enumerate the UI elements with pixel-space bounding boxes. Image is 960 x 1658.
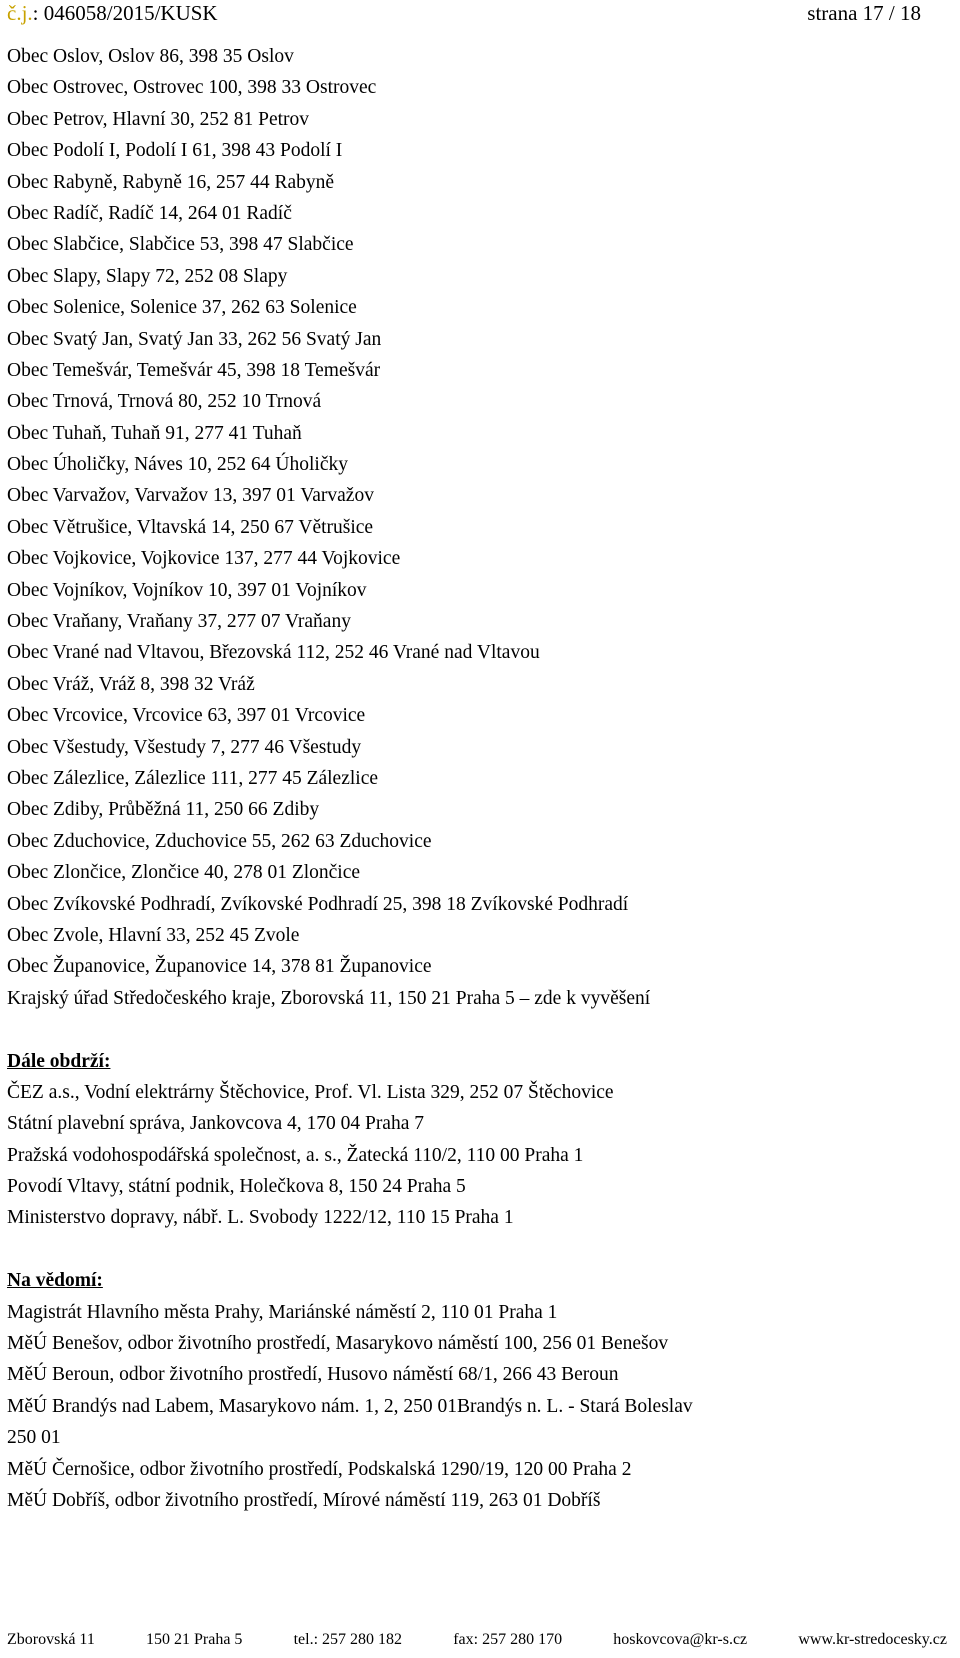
na-vedomi-line: 250 01	[7, 1427, 61, 1449]
na-vedomi-line: MěÚ Černošice, odbor životního prostředí, Podskalská 1290/19, 120 00 Praha 2	[7, 1458, 632, 1480]
spacer	[7, 1014, 927, 1045]
dale-obdrzi-line: Ministerstvo dopravy, nábř. L. Svobody 1222/12, 110 15 Praha 1	[7, 1207, 514, 1229]
na-vedomi-heading: Na vědomí:	[7, 1270, 103, 1292]
recipient-line: Obec Slabčice, Slabčice 53, 398 47 Slabčice	[7, 234, 354, 256]
document-body	[7, 41, 927, 1516]
page-footer	[7, 1630, 947, 1650]
page-number: strana 17 / 18	[807, 1, 921, 25]
footer-address: Zborovská 11	[7, 1631, 95, 1648]
spacer	[7, 1234, 927, 1265]
recipient-line: Obec Větrušice, Vltavská 14, 250 67 Větrušice	[7, 516, 374, 538]
recipient-line: Obec Vojkovice, Vojkovice 137, 277 44 Vojkovice	[7, 548, 401, 570]
na-vedomi-line: Magistrát Hlavního města Prahy, Mariánské náměstí 2, 110 01 Praha 1	[7, 1301, 558, 1323]
footer-web: www.kr-stredocesky.cz	[798, 1631, 947, 1648]
recipient-line: Obec Svatý Jan, Svatý Jan 33, 262 56 Svatý Jan	[7, 328, 382, 350]
recipient-line: Obec Slapy, Slapy 72, 252 08 Slapy	[7, 265, 288, 287]
dale-obdrzi-list	[7, 1077, 927, 1234]
recipient-line: Obec Oslov, Oslov 86, 398 35 Oslov	[7, 46, 294, 67]
recipient-line: Obec Vraňany, Vraňany 37, 277 07 Vraňany	[7, 611, 351, 633]
dale-obdrzi-line: Pražská vodohospodářská společnost, a. s., Žatecká 110/2, 110 00 Praha 1	[7, 1144, 584, 1166]
recipient-line: Obec Vrané nad Vltavou, Březovská 112, 252 46 Vrané nad Vltavou	[7, 642, 540, 664]
footer-city: 150 21 Praha 5	[146, 1631, 243, 1648]
recipient-line: Obec Zdiby, Průběžná 11, 250 66 Zdiby	[7, 799, 320, 821]
recipient-line: Obec Županovice, Županovice 14, 378 81 Županovice	[7, 956, 432, 978]
recipient-line: Obec Zálezlice, Zálezlice 111, 277 45 Zálezlice	[7, 767, 379, 789]
dale-obdrzi-line: ČEZ a.s., Vodní elektrárny Štěchovice, Prof. Vl. Lista 329, 252 07 Štěchovice	[7, 1081, 614, 1103]
recipient-line: Obec Vráž, Vráž 8, 398 32 Vráž	[7, 673, 255, 695]
reference-number	[7, 0, 218, 26]
recipient-line: Obec Solenice, Solenice 37, 262 63 Solenice	[7, 297, 357, 319]
na-vedomi-line: MěÚ Benešov, odbor životního prostředí, Masarykovo náměstí 100, 256 01 Benešov	[7, 1333, 669, 1355]
recipient-line: Obec Podolí I, Podolí I 61, 398 43 Podolí I	[7, 140, 343, 162]
page-header	[7, 0, 921, 30]
recipient-line: Obec Zlončice, Zlončice 40, 278 01 Zlončice	[7, 862, 361, 884]
recipient-line: Obec Tuhaň, Tuhaň 91, 277 41 Tuhaň	[7, 422, 302, 444]
recipient-line: Obec Vojníkov, Vojníkov 10, 397 01 Vojníkov	[7, 579, 367, 601]
recipient-line: Obec Petrov, Hlavní 30, 252 81 Petrov	[7, 108, 310, 130]
recipient-line: Obec Temešvár, Temešvár 45, 398 18 Temešvár	[7, 359, 381, 381]
recipient-line: Obec Všestudy, Všestudy 7, 277 46 Všestudy	[7, 736, 362, 758]
na-vedomi-line: MěÚ Beroun, odbor životního prostředí, Husovo náměstí 68/1, 266 43 Beroun	[7, 1364, 619, 1386]
recipient-line: Obec Rabyně, Rabyně 16, 257 44 Rabyně	[7, 171, 335, 193]
recipient-line: Obec Varvažov, Varvažov 13, 397 01 Varvažov	[7, 485, 374, 507]
recipient-line: Krajský úřad Středočeského kraje, Zborovská 11, 150 21 Praha 5 – zde k vyvěšení	[7, 987, 651, 1009]
reference-prefix: č.j.	[7, 1, 33, 25]
na-vedomi-line: MěÚ Brandýs nad Labem, Masarykovo nám. 1, 2, 250 01Brandýs n. L. - Stará Boleslav	[7, 1395, 693, 1417]
recipient-line: Obec Úholičky, Náves 10, 252 64 Úholičky	[7, 454, 349, 476]
footer-email: hoskovcova@kr-s.cz	[613, 1631, 748, 1648]
recipient-line: Obec Radíč, Radíč 14, 264 01 Radíč	[7, 202, 292, 224]
dale-obdrzi-line: Státní plavební správa, Jankovcova 4, 170 04 Praha 7	[7, 1113, 424, 1135]
recipient-line: Obec Zvole, Hlavní 33, 252 45 Zvole	[7, 924, 300, 946]
recipient-line: Obec Zduchovice, Zduchovice 55, 262 63 Zduchovice	[7, 830, 432, 852]
recipient-line: Obec Zvíkovské Podhradí, Zvíkovské Podhradí 25, 398 18 Zvíkovské Podhradí	[7, 893, 629, 915]
recipient-line: Obec Vrcovice, Vrcovice 63, 397 01 Vrcovice	[7, 705, 366, 727]
na-vedomi-line: MěÚ Dobříš, odbor životního prostředí, Mírové náměstí 119, 263 01 Dobříš	[7, 1489, 601, 1511]
recipient-list	[7, 41, 927, 1014]
na-vedomi-list	[7, 1297, 927, 1517]
recipient-line: Obec Trnová, Trnová 80, 252 10 Trnová	[7, 391, 322, 413]
footer-fax: fax: 257 280 170	[453, 1631, 563, 1648]
dale-obdrzi-line: Povodí Vltavy, státní podnik, Holečkova 8, 150 24 Praha 5	[7, 1176, 466, 1198]
recipient-line: Obec Ostrovec, Ostrovec 100, 398 33 Ostrovec	[7, 77, 377, 99]
dale-obdrzi-heading: Dále obdrží:	[7, 1050, 111, 1072]
footer-tel: tel.: 257 280 182	[293, 1631, 403, 1648]
reference-value: : 046058/2015/KUSK	[32, 1, 218, 25]
